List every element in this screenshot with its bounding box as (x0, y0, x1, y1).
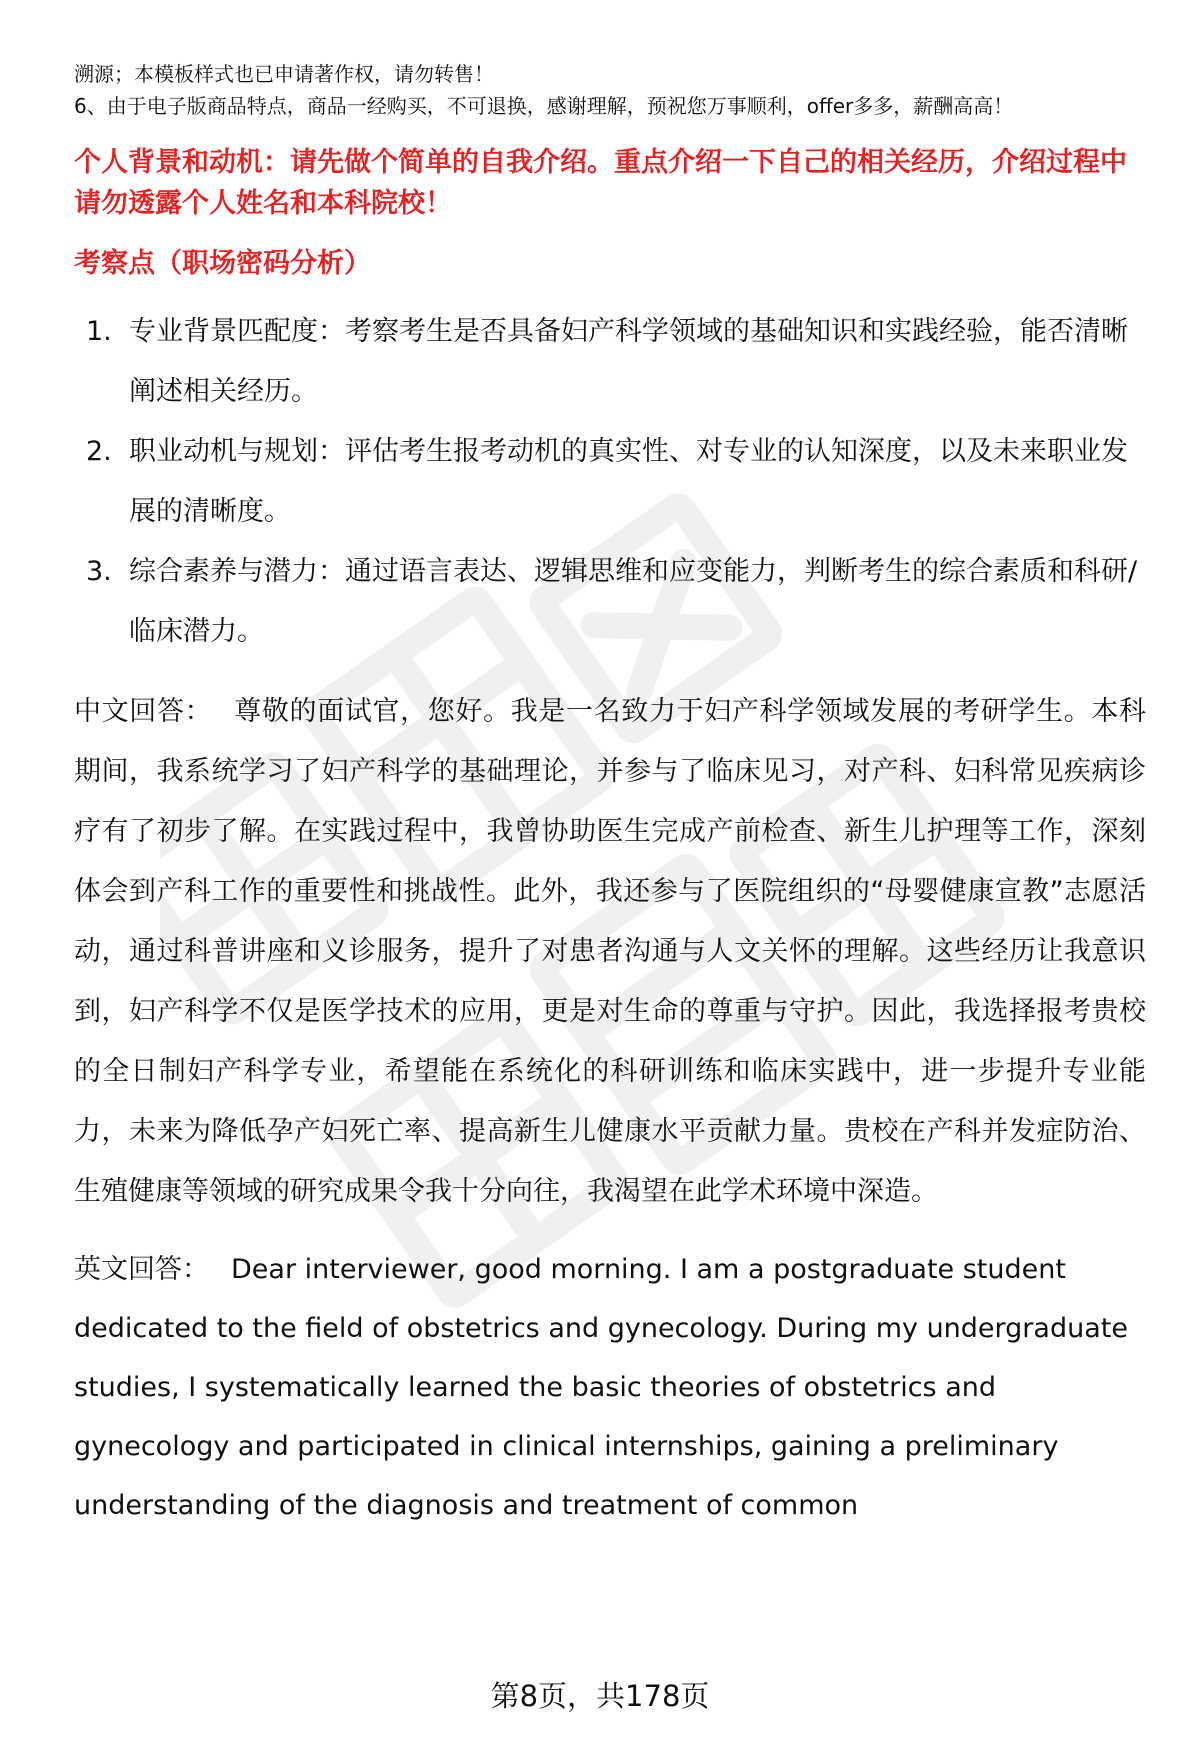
focus-point-number: 1. (86, 316, 112, 347)
chinese-answer (74, 682, 1146, 1222)
notice-line-2: 6、由于电子版商品特点，商品一经购买，不可退换，感谢理解，预祝您万事顺利，offer多多，薪酬高高！ (74, 94, 1014, 118)
chinese-answer-text: 尊敬的面试官，您好。我是一名致力于妇产科学领域发展的考研学生。本科期间，我系统学习了妇产科学的基础理论，并参与了临床见习，对产科、妇科常见疾病诊疗有了初步了解。在实践过程中，我曾协助医生完成产前检查、新生儿护理等工作，深刻体会到产科工作的重要性和挑战性。此外，我还参与了医院组织的“母婴健康宣教”志愿活动，通过科普讲座和义诊服务，提升了对患者沟通与人文关怀的理解。这些经历让我意识到，妇产科学不仅是医学技术的应用，更是对生命的尊重与守护。因此，我选择报考贵校的全日制妇产科学专业，希望能在系统化的科研训练和临床实践中，进一步提升专业能力，未来为降低孕产妇死亡率、提高新生儿健康水平贡献力量。贵校在产科并发症防治、生殖健康等领域的研究成果令我十分向往，我渴望在此学术环境中深造。 (74, 696, 1147, 1207)
focus-point-text: 专业背景匹配度：考察考生是否具备妇产科学领域的基础知识和实践经验，能否清晰阐述相关经历。 (129, 316, 1128, 407)
page-number-footer: 第8页，共178页 (490, 1679, 710, 1713)
notice-line-1: 溯源；本模板样式也已申请著作权，请勿转售！ (74, 62, 494, 86)
focus-point (74, 302, 1146, 422)
english-answer-label: 英文回答： (74, 1254, 209, 1285)
focus-point (74, 542, 1146, 662)
document-page (74, 58, 1146, 1535)
focus-point-text: 综合素养与潜力：通过语言表达、逻辑思维和应变能力，判断考生的综合素质和科研/临床潜力。 (129, 556, 1138, 647)
interview-question: 个人背景和动机：请先做个简单的自我介绍。重点介绍一下自己的相关经历，介绍过程中请勿透露个人姓名和本科院校！ (74, 147, 1127, 219)
chinese-answer-label: 中文回答： (74, 696, 213, 727)
focus-point (74, 422, 1146, 542)
focus-point-number: 2. (86, 436, 112, 467)
focus-point-text: 职业动机与规划：评估考生报考动机的真实性、对专业的认知深度，以及未来职业发展的清晰度。 (129, 436, 1128, 527)
focus-point-number: 3. (86, 556, 112, 587)
focus-points-list (74, 302, 1146, 662)
english-answer-text: Dear interviewer, good morning. I am a postgraduate student dedicated to the field of obstetrics and gynecology. During my undergraduate studies, I systematically learned the basic theories of obstetrics and gynecology and participated in clinical internships, gaining a preliminary understanding of the diagnosis and treatment of common (74, 1254, 1128, 1521)
focus-section-title: 考察点（职场密码分析） (74, 248, 371, 279)
english-answer (74, 1240, 1146, 1535)
